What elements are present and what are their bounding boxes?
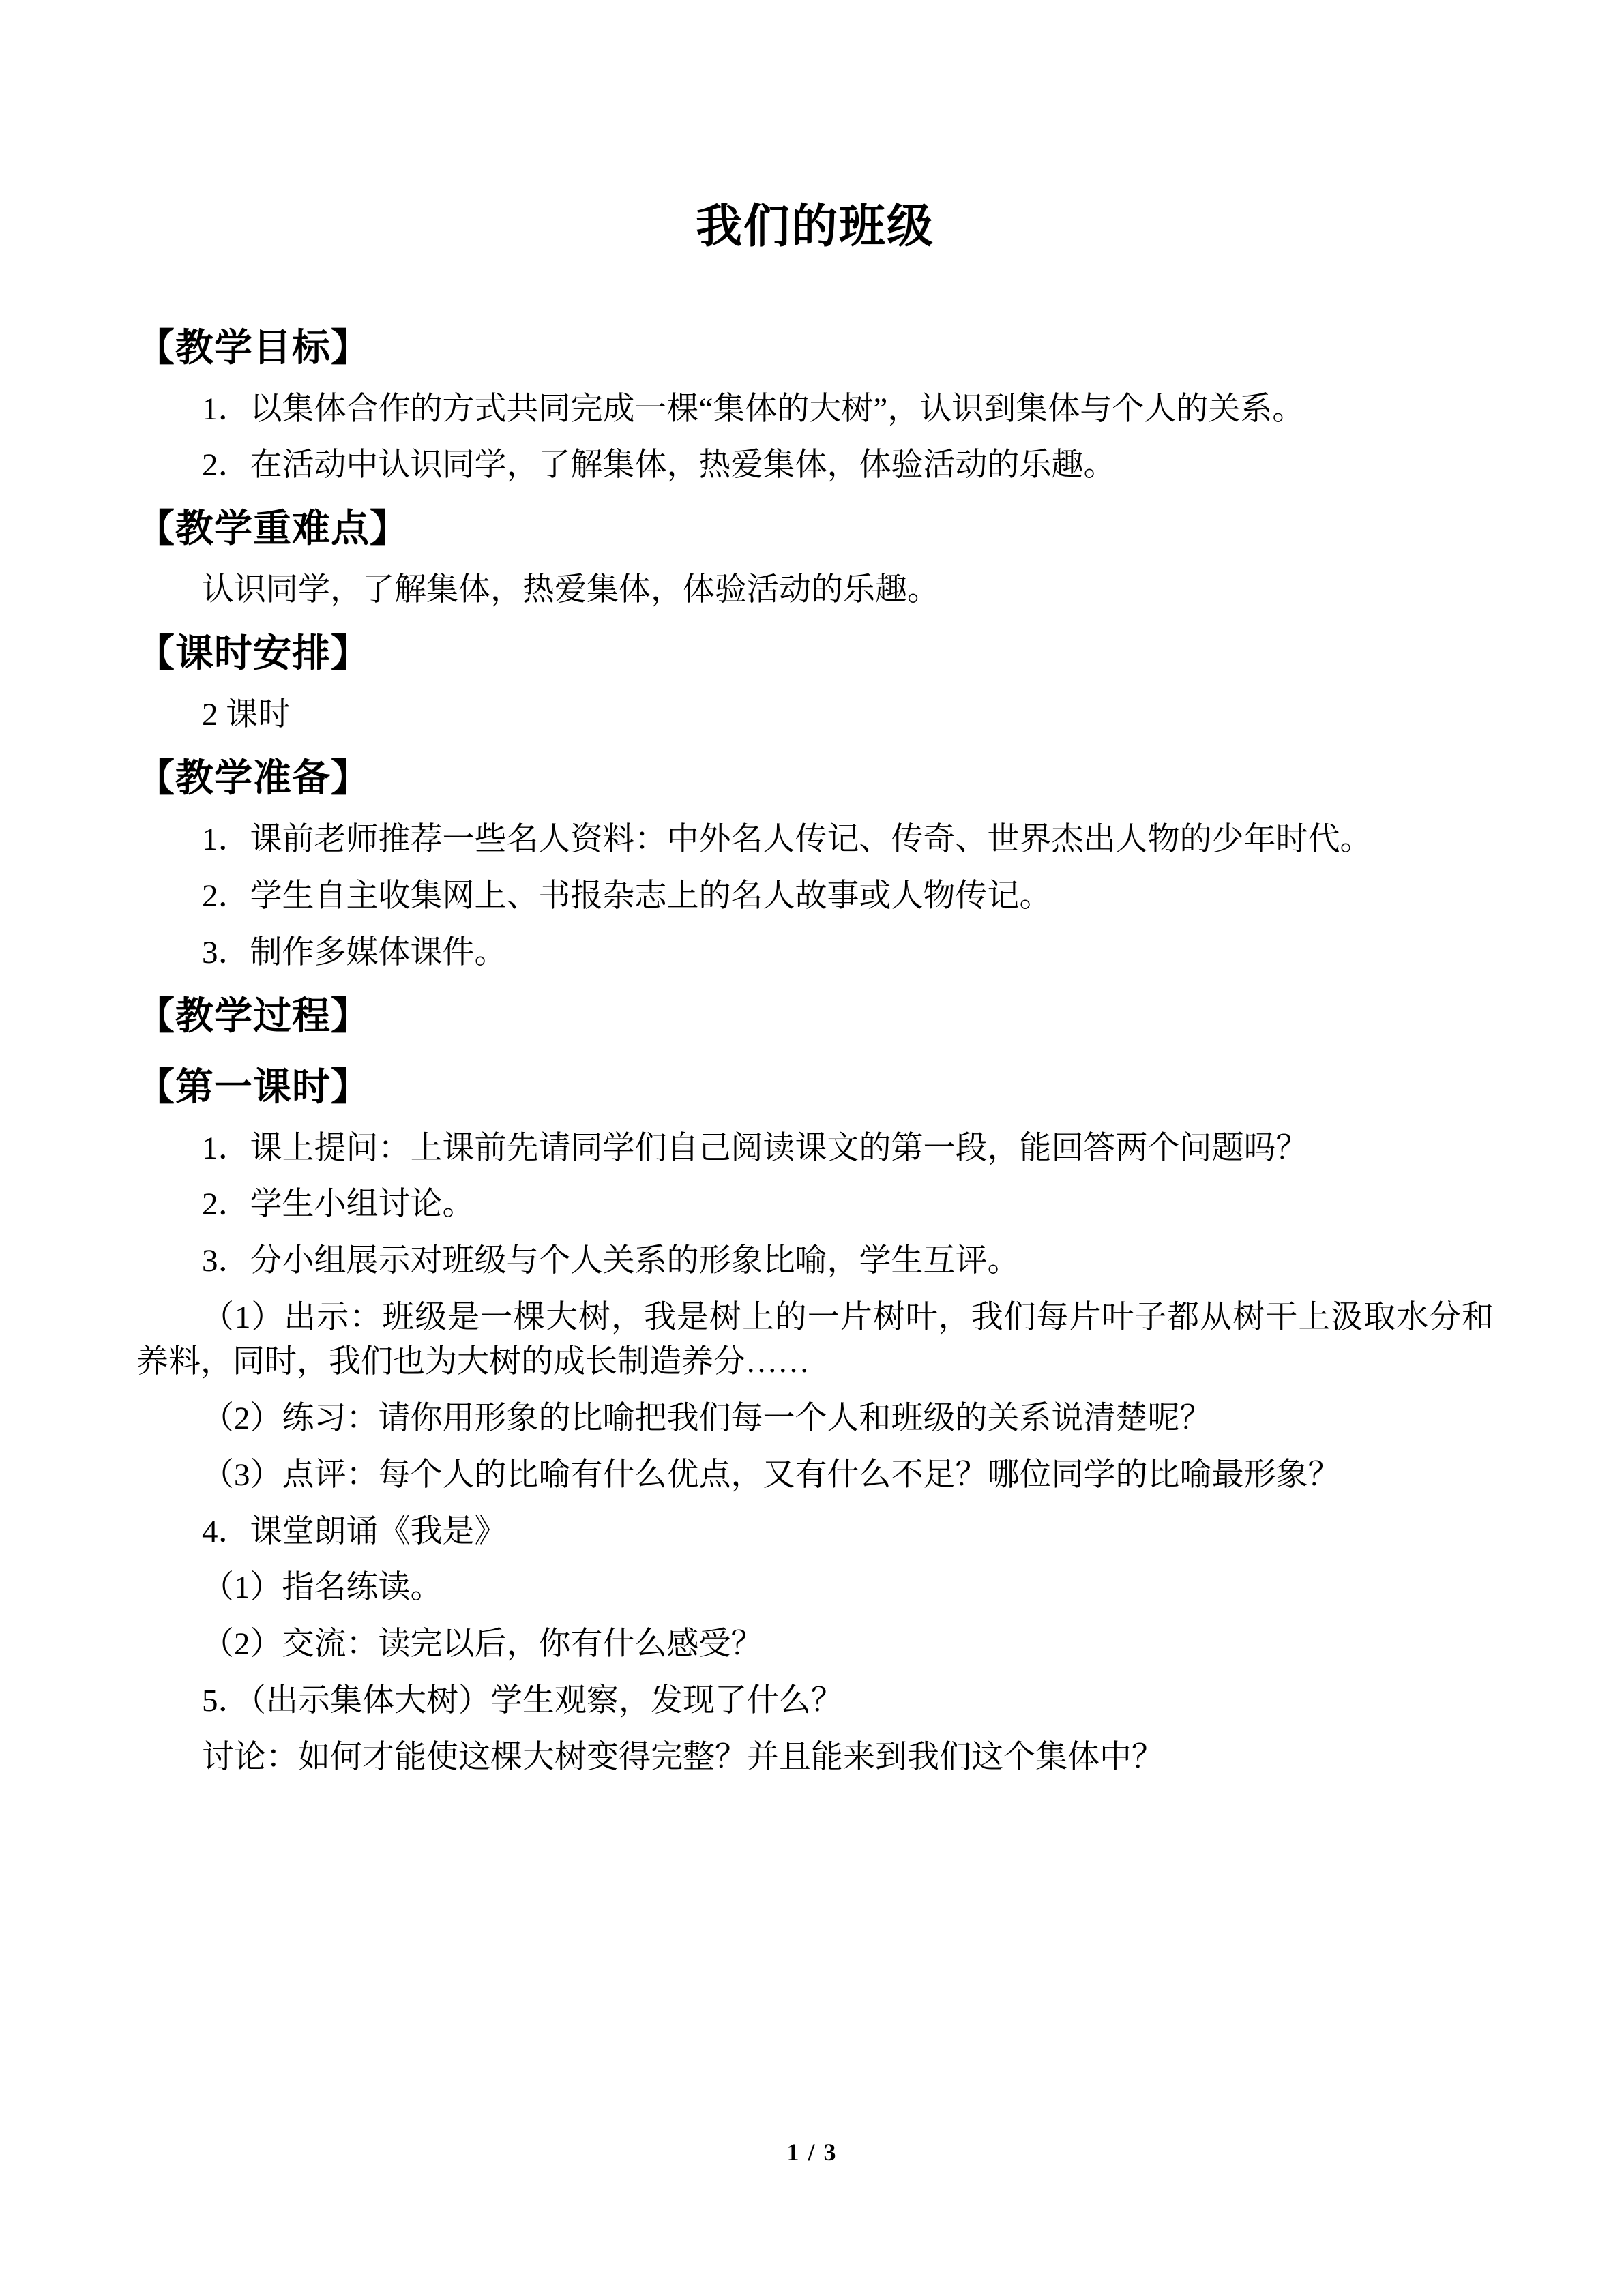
spacer xyxy=(136,1723,1494,1735)
section-heading-objectives: 【教学目标】 xyxy=(136,327,370,370)
spacer xyxy=(136,1667,1494,1679)
section-heading-preparation: 【教学准备】 xyxy=(136,758,370,801)
list-item: 1．课上提问：上课前先请同学们自己阅读课文的第一段，能回答两个问题吗？ xyxy=(202,1130,1308,1166)
spacer xyxy=(136,803,1494,818)
spacer xyxy=(136,488,1494,505)
list-item: 讨论：如何才能使这棵大树变得完整？并且能来到我们这个集体中？ xyxy=(202,1740,1164,1776)
list-item: （1）指名练读。 xyxy=(202,1570,443,1606)
spacer xyxy=(136,1553,1494,1566)
list-item: 1．以集体合作的方式共同完成一棵“集体的大树”，认识到集体与个人的关系。 xyxy=(202,391,1305,427)
spacer xyxy=(136,255,1494,325)
list-item: （2）练习：请你用形象的比喻把我们每一个人和班级的关系说清楚呢？ xyxy=(202,1400,1212,1436)
list-item: 认识同学，了解集体，热爱集体，体验活动的乐趣。 xyxy=(202,572,939,608)
list-item: 2．在活动中认识同学，了解集体，热爱集体，体验活动的乐趣。 xyxy=(202,447,1116,483)
spacer xyxy=(136,1112,1494,1127)
list-item: 4．课堂朗诵《我是》 xyxy=(202,1513,507,1549)
spacer xyxy=(136,553,1494,568)
spacer xyxy=(136,1497,1494,1510)
spacer xyxy=(136,1041,1494,1064)
spacer xyxy=(136,1170,1494,1182)
list-item: 2 课时 xyxy=(202,697,291,733)
list-item: （1）出示：班级是一棵大树，我是树上的一片树叶，我们每片叶子都从树干上汲取水分和养料，同时，我们也为大树的成长制造养分…… xyxy=(136,1300,1494,1380)
spacer xyxy=(136,612,1494,630)
section-heading-process: 【教学过程】 xyxy=(136,995,370,1038)
list-item: 5．（出示集体大树）学生观察，发现了什么？ xyxy=(202,1683,843,1719)
section-heading-lesson-one: 【第一课时】 xyxy=(136,1066,370,1109)
list-item: 3．制作多媒体课件。 xyxy=(202,934,507,970)
page-title: 我们的班级 xyxy=(695,200,934,252)
spacer xyxy=(136,678,1494,693)
spacer xyxy=(136,975,1494,993)
list-item: （2）交流：读完以后，你有什么感受？ xyxy=(202,1626,763,1663)
list-item: （3）点评：每个人的比喻有什么优点，又有什么不足？哪位同学的比喻最形象？ xyxy=(202,1457,1340,1493)
spacer xyxy=(136,1441,1494,1453)
section-heading-lesson-schedule: 【课时安排】 xyxy=(136,633,370,676)
spacer xyxy=(136,919,1494,931)
list-item: 2．学生自主收集网上、书报杂志上的名人故事或人物传记。 xyxy=(202,878,1052,914)
list-item: 2．学生小组讨论。 xyxy=(202,1187,475,1223)
list-item: 3．分小组展示对班级与个人关系的形象比喻，学生互评。 xyxy=(202,1243,1020,1279)
section-heading-key-points: 【教学重难点】 xyxy=(136,508,409,551)
spacer xyxy=(136,1283,1494,1296)
spacer xyxy=(136,1384,1494,1397)
spacer xyxy=(136,1227,1494,1239)
spacer xyxy=(136,372,1494,387)
document-content xyxy=(136,0,1494,1780)
page-number-footer: 1 / 3 xyxy=(786,2138,838,2166)
spacer xyxy=(136,862,1494,874)
list-item: 1．课前老师推荐一些名人资料：中外名人传记、传奇、世界杰出人物的少年时代。 xyxy=(202,822,1372,858)
spacer xyxy=(136,737,1494,755)
spacer xyxy=(136,1610,1494,1622)
spacer xyxy=(136,431,1494,443)
